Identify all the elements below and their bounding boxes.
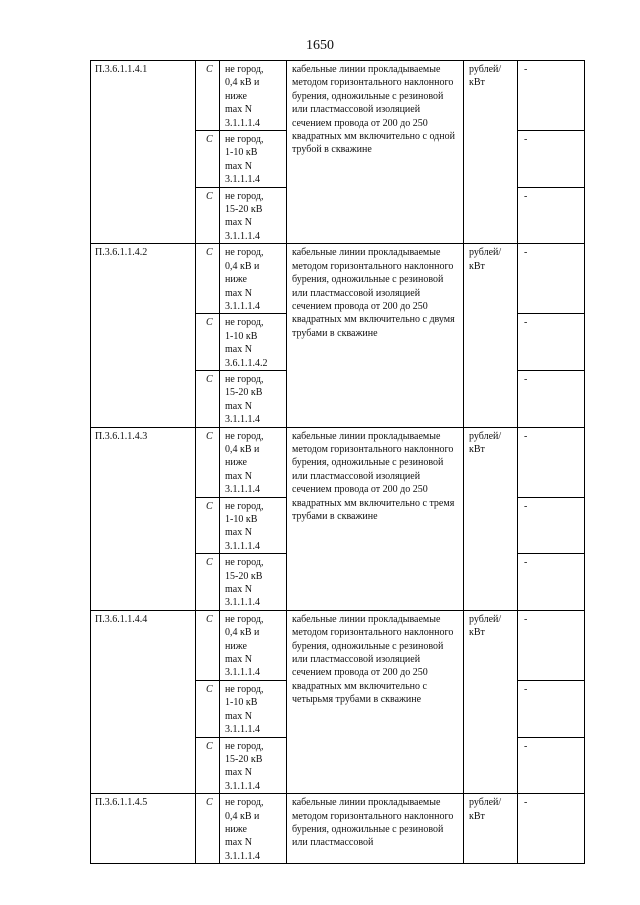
value-cell: - xyxy=(518,610,585,680)
value-cell: - xyxy=(518,427,585,497)
value-cell: - xyxy=(518,497,585,554)
condition-cell: не город, 15-20 кВ max N 3.1.1.1.4 xyxy=(220,370,287,427)
value-cell: - xyxy=(518,680,585,737)
value-cell: - xyxy=(518,187,585,244)
row-code: П.3.6.1.1.4.4 xyxy=(91,610,196,793)
category-cell: С xyxy=(196,794,220,864)
page-number: 1650 xyxy=(306,38,334,53)
condition-cell: не город, 15-20 кВ max N 3.1.1.1.4 xyxy=(220,554,287,611)
category-cell: С xyxy=(196,554,220,611)
condition-cell: не город, 1-10 кВ max N 3.1.1.1.4 xyxy=(220,131,287,188)
row-code: П.3.6.1.1.4.3 xyxy=(91,427,196,610)
category-cell: С xyxy=(196,737,220,794)
row-code: П.3.6.1.1.4.5 xyxy=(91,794,196,864)
unit-cell: рублей/ кВт xyxy=(464,427,518,610)
value-cell: - xyxy=(518,370,585,427)
value-cell: - xyxy=(518,61,585,131)
condition-cell: не город, 1-10 кВ max N 3.1.1.1.4 xyxy=(220,497,287,554)
unit-cell: рублей/ кВт xyxy=(464,794,518,864)
description-cell: кабельные линии прокладываемые методом горизонтального наклонного бурения, одножильные с резиновой или пластмассовой изоляцией сечением провода от 200 до 250 квадратных мм включительно с четырьмя трубами в скважине xyxy=(287,610,464,793)
condition-cell: не город, 0,4 кВ и ниже max N 3.1.1.1.4 xyxy=(220,794,287,864)
table-row xyxy=(91,610,585,680)
value-cell: - xyxy=(518,794,585,864)
value-cell: - xyxy=(518,554,585,611)
category-cell: С xyxy=(196,61,220,131)
category-cell: С xyxy=(196,610,220,680)
row-code: П.3.6.1.1.4.2 xyxy=(91,244,196,427)
unit-cell: рублей/ кВт xyxy=(464,610,518,793)
value-cell: - xyxy=(518,314,585,371)
condition-cell: не город, 1-10 кВ max N 3.6.1.1.4.2 xyxy=(220,314,287,371)
unit-cell: рублей/ кВт xyxy=(464,244,518,427)
description-cell: кабельные линии прокладываемые методом горизонтального наклонного бурения, одножильные с резиновой или пластмассовой изоляцией сечением провода от 200 до 250 квадратных мм включительно с тремя трубами в скважине xyxy=(287,427,464,610)
condition-cell: не город, 15-20 кВ max N 3.1.1.1.4 xyxy=(220,187,287,244)
description-cell: кабельные линии прокладываемые методом горизонтального наклонного бурения, одножильные с резиновой или пластмассовой изоляцией сечением провода от 200 до 250 квадратных мм включительно с одной трубой в скважине xyxy=(287,61,464,244)
row-code: П.3.6.1.1.4.1 xyxy=(91,61,196,244)
category-cell: С xyxy=(196,680,220,737)
category-cell: С xyxy=(196,427,220,497)
condition-cell: не город, 0,4 кВ и ниже max N 3.1.1.1.4 xyxy=(220,427,287,497)
condition-cell: не город, 1-10 кВ max N 3.1.1.1.4 xyxy=(220,680,287,737)
category-cell: С xyxy=(196,370,220,427)
table-row xyxy=(91,244,585,314)
description-cell: кабельные линии прокладываемые методом горизонтального наклонного бурения, одножильные с резиновой или пластмассовой изоляцией сечением провода от 200 до 250 квадратных мм включительно с двумя трубами в скважине xyxy=(287,244,464,427)
condition-cell: не город, 15-20 кВ max N 3.1.1.1.4 xyxy=(220,737,287,794)
description-cell: кабельные линии прокладываемые методом горизонтального наклонного бурения, одножильные с резиновой или пластмассовой xyxy=(287,794,464,864)
category-cell: С xyxy=(196,244,220,314)
condition-cell: не город, 0,4 кВ и ниже max N 3.1.1.1.4 xyxy=(220,244,287,314)
value-cell: - xyxy=(518,131,585,188)
table-row xyxy=(91,427,585,497)
category-cell: С xyxy=(196,314,220,371)
category-cell: С xyxy=(196,497,220,554)
value-cell: - xyxy=(518,244,585,314)
table-row xyxy=(91,794,585,864)
table-row xyxy=(91,61,585,131)
value-cell: - xyxy=(518,737,585,794)
condition-cell: не город, 0,4 кВ и ниже max N 3.1.1.1.4 xyxy=(220,61,287,131)
category-cell: С xyxy=(196,131,220,188)
condition-cell: не город, 0,4 кВ и ниже max N 3.1.1.1.4 xyxy=(220,610,287,680)
tariff-table xyxy=(90,60,585,864)
unit-cell: рублей/ кВт xyxy=(464,61,518,244)
category-cell: С xyxy=(196,187,220,244)
